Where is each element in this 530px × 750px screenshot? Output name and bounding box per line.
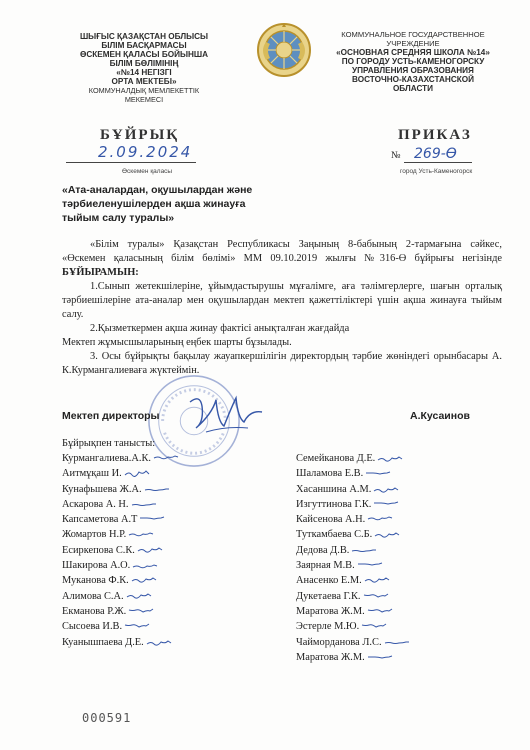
ack-right-name: Маратова Ж.М. bbox=[296, 605, 365, 617]
ack-left-row bbox=[62, 589, 179, 604]
director-signature-icon bbox=[186, 392, 266, 442]
signature-scribble-icon bbox=[367, 515, 393, 524]
header-left-line: ШЫҒЫС ҚАЗАҚСТАН ОБЛЫСЫ bbox=[79, 32, 209, 41]
header-right-line: ПО ГОРОДУ УСТЬ-КАМЕНОГОРСКУ bbox=[341, 57, 485, 66]
ack-left-row bbox=[62, 619, 179, 634]
header-right-line: ОБЛАСТИ bbox=[392, 84, 434, 93]
ack-left-row bbox=[62, 604, 179, 619]
ack-left-name: Курмангалиева.А.К. bbox=[62, 453, 151, 464]
ack-right-row bbox=[296, 573, 410, 588]
number-handwritten: 269-Ө bbox=[414, 146, 457, 162]
ack-left-name: Сысоева И.В. bbox=[62, 621, 123, 633]
ack-left-name: Куанышпаева Д.Е. bbox=[62, 636, 144, 648]
signature-scribble-icon bbox=[367, 653, 393, 662]
ack-left-name: Аитмұқаш И. bbox=[62, 468, 122, 480]
signature-role: Мектеп директоры bbox=[62, 410, 160, 422]
header-right-line: КОММУНАЛЬНОЕ ГОСУДАРСТВЕННОЕ bbox=[341, 30, 485, 39]
subject-line: тыйым салу туралы» bbox=[62, 212, 175, 224]
ack-left-row bbox=[62, 573, 179, 588]
signature-scribble-icon bbox=[377, 454, 403, 463]
body-paragraph-3: 3. Осы бұйрықты бақылау жауапкершілігін директордың тәрбие жөніндегі орынбасары А. К.Курмангалиеваға жүктеймін. bbox=[62, 351, 502, 376]
ack-right-name: Дедова Д.В. bbox=[296, 544, 350, 556]
ack-title: Бұйрықпен танысты: bbox=[62, 438, 156, 449]
signature-scribble-icon bbox=[373, 500, 399, 509]
ack-right-row bbox=[296, 619, 410, 634]
header-left-kz bbox=[60, 32, 228, 104]
title-ru: ПРИКАЗ bbox=[398, 127, 472, 143]
header-left-line: «№14 НЕГІЗГІ bbox=[116, 68, 172, 77]
ack-right-name: Эстерле М.Ю. bbox=[296, 621, 360, 633]
signature-scribble-icon bbox=[137, 546, 163, 555]
header-right-line: УПРАВЛЕНИЯ ОБРАЗОВАНИЯ bbox=[352, 66, 474, 75]
ack-left-name: Шакирова А.О. bbox=[62, 560, 131, 572]
ack-right-row bbox=[296, 589, 410, 604]
signature-scribble-icon bbox=[374, 531, 400, 540]
ack-left-name: Капсаметова А.Т bbox=[62, 514, 138, 526]
signature-scribble-icon bbox=[384, 638, 410, 647]
header-left-line: МЕКЕМЕСІ bbox=[124, 95, 164, 104]
signature-scribble-icon bbox=[144, 485, 170, 494]
ack-left-name: Екманова Р.Ж. bbox=[62, 605, 127, 617]
header-right-line: «ОСНОВНАЯ СРЕДНЯЯ ШКОЛА №14» bbox=[336, 48, 490, 57]
signature-name: А.Кусаинов bbox=[410, 410, 470, 422]
ack-right-row bbox=[296, 650, 410, 665]
signature-scribble-icon bbox=[124, 469, 150, 478]
ack-left-row bbox=[62, 497, 179, 512]
body-intro bbox=[62, 238, 502, 280]
signature-scribble-icon bbox=[126, 592, 152, 601]
number-line bbox=[404, 162, 472, 163]
signature-scribble-icon bbox=[373, 485, 399, 494]
signature-scribble-icon bbox=[351, 546, 377, 555]
signature-scribble-icon bbox=[367, 607, 393, 616]
ack-left-row bbox=[62, 558, 179, 573]
ack-left-row bbox=[62, 635, 179, 650]
ack-left-name: Алимова С.А. bbox=[62, 590, 124, 602]
order-body bbox=[62, 238, 502, 378]
date-line bbox=[66, 162, 196, 163]
header-left-line: БІЛІМ БАСҚАРМАСЫ bbox=[101, 41, 187, 50]
signature-scribble-icon bbox=[153, 454, 179, 463]
ack-right-row bbox=[296, 466, 410, 481]
city-kz: Өскемен қаласы bbox=[122, 168, 173, 175]
ack-right-row bbox=[296, 543, 410, 558]
ack-right-name: Изгуттинова Г.К. bbox=[296, 498, 372, 510]
date-handwritten: 2.09.2024 bbox=[98, 143, 193, 161]
subject-line: тәрбиеленушілерден ақша жинауға bbox=[62, 198, 246, 210]
ack-right-name: Дукетаева Г.К. bbox=[296, 590, 361, 602]
header-left-line: БІЛІМ БӨЛІМІНІҢ bbox=[109, 59, 179, 68]
ack-left-row bbox=[62, 466, 179, 481]
ack-right-name: Кайсенова А.Н. bbox=[296, 514, 366, 526]
body-paragraph-1: 1.Сынып жетекшілеріне, ұйымдастырушы мұғалімге, аға тәлімгерлерге, шағын орталық тәрбиешілеріне ата-аналар мен оқушылардан мектеп қажеттіліктері үшін ақша жинауға тыйым салу. bbox=[62, 281, 502, 320]
ack-right-name: Хасаншина А.М. bbox=[296, 483, 372, 495]
ack-left-row bbox=[62, 527, 179, 542]
signature-scribble-icon bbox=[132, 561, 158, 570]
signature-scribble-icon bbox=[128, 607, 154, 616]
header-left-line: ӨСКЕМЕН ҚАЛАСЫ БОЙЫНША bbox=[79, 50, 209, 59]
ack-right-row bbox=[296, 512, 410, 527]
ack-right-row bbox=[296, 451, 410, 466]
serial-number: 000591 bbox=[82, 711, 132, 725]
ack-left-row bbox=[62, 482, 179, 497]
title-kz: БҰЙРЫҚ bbox=[100, 127, 180, 143]
ack-left-name: Кунафьшева Ж.А. bbox=[62, 483, 142, 495]
ack-right-name: Туткамбаева С.Б. bbox=[296, 529, 373, 541]
body-paragraph-2b: Мектеп жұмысшыларының еңбек шарты бұзылады. bbox=[62, 337, 292, 348]
signature-scribble-icon bbox=[124, 622, 150, 631]
state-emblem-icon bbox=[256, 22, 312, 78]
header-right-line: УЧРЕЖДЕНИЕ bbox=[386, 39, 440, 48]
ack-right-name: Семейканова Д.Е. bbox=[296, 453, 376, 464]
signature-scribble-icon bbox=[357, 561, 383, 570]
signature-scribble-icon bbox=[365, 469, 391, 478]
number-prefix: № bbox=[391, 150, 401, 161]
city-ru: город Усть-Каменогорск bbox=[400, 168, 473, 175]
signature-scribble-icon bbox=[363, 592, 389, 601]
ack-right-name: Маратова Ж.М. bbox=[296, 651, 365, 663]
header-left-line: КОММУНАЛДЫҚ МЕМЛЕКЕТТІК bbox=[88, 86, 200, 95]
order-word: БҰЙЫРАМЫН: bbox=[62, 267, 139, 278]
ack-left-row bbox=[62, 451, 179, 466]
ack-list-left bbox=[62, 451, 179, 650]
ack-right-row bbox=[296, 604, 410, 619]
signature-scribble-icon bbox=[131, 500, 157, 509]
signature-scribble-icon bbox=[139, 515, 165, 524]
header-right-line: ВОСТОЧНО-КАЗАХСТАНСКОЙ bbox=[352, 75, 474, 84]
intro-text: «Білім туралы» Қазақстан Республикасы Заңының 8-бабының 2-тармағына сәйкес, «Өскемен қаласының білім бөлімі» ММ 09.10.2019 жылғы №316-Ө бұйрығы негізінде bbox=[62, 239, 502, 264]
ack-left-name: Жомартов Н.Р. bbox=[62, 529, 127, 541]
ack-left-name: Аскарова А. Н. bbox=[62, 498, 129, 510]
header-right-ru bbox=[328, 30, 498, 93]
ack-right-row bbox=[296, 482, 410, 497]
ack-left-name: Есиркепова С.К. bbox=[62, 544, 135, 556]
ack-right-name: Заярная М.В. bbox=[296, 560, 355, 572]
ack-right-name: Анасенко Е.М. bbox=[296, 575, 362, 587]
ack-right-name: Чайморданова Л.С. bbox=[296, 636, 382, 648]
body-paragraph-2a: 2.Қызметкермен ақша жинау фактісі анықталған жағдайда bbox=[90, 323, 350, 334]
signature-scribble-icon bbox=[146, 638, 172, 647]
ack-list-right bbox=[296, 451, 410, 665]
order-subject bbox=[62, 183, 282, 225]
ack-right-row bbox=[296, 635, 410, 650]
signature-scribble-icon bbox=[361, 622, 387, 631]
subject-line: «Ата-аналардан, оқушылардан және bbox=[62, 184, 253, 196]
header-left-line: ОРТА МЕКТЕБІ» bbox=[111, 77, 177, 86]
ack-right-name: Шаламова Е.В. bbox=[296, 468, 364, 480]
signature-scribble-icon bbox=[131, 576, 157, 585]
ack-left-name: Муканова Ф.К. bbox=[62, 575, 129, 587]
ack-right-row bbox=[296, 558, 410, 573]
ack-right-row bbox=[296, 527, 410, 542]
signature-scribble-icon bbox=[128, 531, 154, 540]
signature-scribble-icon bbox=[364, 576, 390, 585]
ack-left-row bbox=[62, 512, 179, 527]
ack-left-row bbox=[62, 543, 179, 558]
ack-right-row bbox=[296, 497, 410, 512]
